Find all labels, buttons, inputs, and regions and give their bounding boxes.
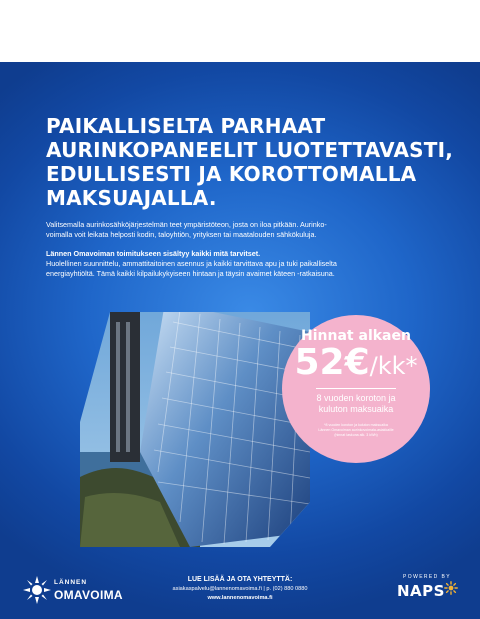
- fineprint-line-1: *8 vuoden koroton ja kuluton maksuaika: [324, 423, 388, 427]
- intro-line-2: voimalla voit leikata helposti kodin, taloyhtiön, yrityksen tai maatalouden sähkökuluja.: [46, 230, 317, 239]
- price-fineprint: [304, 423, 408, 438]
- price-amount: 52€: [294, 342, 370, 383]
- powered-by-text: POWERED BY: [403, 574, 451, 580]
- advertisement-panel: [0, 62, 480, 619]
- naps-sun-icon: [444, 581, 458, 595]
- headline-line-1: PAIKALLISELTA PARHAAT: [46, 114, 326, 138]
- fineprint-line-3: (hinnat laskuna alk. 3 kWh): [334, 433, 378, 437]
- headline: [46, 114, 454, 210]
- price-badge: [282, 315, 430, 463]
- headline-line-3: EDULLISESTI JA KOROTTOMALLA: [46, 162, 417, 186]
- details-line-2: energiayhtiöltä. Tämä kaikki kilpailukykyiseen hintaan ja täysin avaimet käteen -ratkaisuna.: [46, 269, 335, 278]
- contact-website-link[interactable]: www.lannenomavoima.fi: [207, 595, 273, 601]
- naps-logo: [392, 574, 462, 604]
- contact-title: LUE LISÄÄ JA OTA YHTEYTTÄ:: [187, 576, 293, 583]
- price-unit: /kk*: [369, 352, 418, 380]
- details-paragraph: [46, 249, 446, 279]
- solar-panel-photo: [70, 302, 310, 547]
- top-white-margin: [0, 0, 480, 62]
- contact-block: [150, 575, 330, 603]
- intro-paragraph: [46, 220, 446, 240]
- lannen-omavoima-logo: [22, 575, 132, 605]
- price-subtitle-line-1: 8 vuoden koroton ja: [316, 393, 396, 403]
- price-divider: [316, 388, 396, 389]
- headline-line-2: AURINKOPANEELIT LUOTETTAVASTI,: [46, 138, 454, 162]
- brand-big-text: OMAVOIMA: [54, 588, 123, 602]
- contact-email-phone[interactable]: asiakaspalvelu@lannenomavoima.fi | p. (02) 880 0880: [172, 586, 308, 592]
- details-line-1: Huolellinen suunnittelu, ammattitaitoinen asennus ja kaikki tarvittava apu ja tuki paikalliselta: [46, 259, 337, 268]
- naps-text: NAPS: [397, 582, 445, 600]
- fineprint-line-2: Lännen Omavoiman aurinkovoimala-asiakkaille: [318, 428, 394, 432]
- headline-line-4: MAKSUAJALLA.: [46, 186, 217, 210]
- price-badge-title: Hinnat alkaen: [301, 328, 411, 344]
- price-subtitle-line-2: kuluton maksuaika: [318, 404, 394, 414]
- intro-line-1: Valitsemalla aurinkosähköjärjestelmän teet ympäristöteon, josta on iloa pitkään. Aurinko-: [46, 220, 327, 229]
- brand-small-text: LÄNNEN: [54, 579, 88, 586]
- price-subtitle: [296, 393, 416, 415]
- sun-logo-icon: [22, 575, 52, 605]
- price-value: [282, 341, 430, 391]
- details-bold-line: Lännen Omavoiman toimitukseen sisältyy kaikki mitä tarvitset.: [46, 249, 261, 258]
